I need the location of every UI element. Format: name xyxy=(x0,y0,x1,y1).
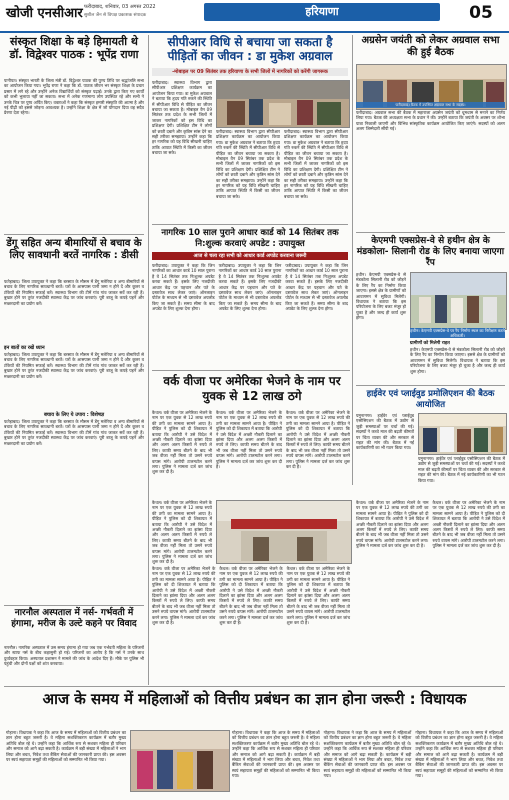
cpr-photo-image xyxy=(217,81,349,127)
publisher-line: सुशील जैन से विपक्ष प्रकाशक संपादक xyxy=(84,13,147,18)
agrasen-photo-caption: फरीदाबाद। बैठक में उपस्थित अग्रवाल सभा के सदस्य। xyxy=(356,102,505,108)
masthead xyxy=(0,0,509,33)
article-body-3: फरीदाबाद। उपायुक्त ने कहा कि जिन नागरिकों का आधार कार्ड 10 साल पुराना है वे 14 सितंबर तक निःशुल्क अपडेट करवा सकते हैं। इसके लिए नजदीकी आधार केंद्र पर पहचान और पते के दस्तावेज साथ लेकर जाएं। ऑनलाइन पोर्टल के माध्यम से भी दस्तावेज अपलोड किए जा सकते हैं। समय सीमा के बाद अपडेट के लिए शुल्क देना होगा। xyxy=(285,263,349,312)
headline: हाईवेर एवं प्लाईवुड प्रमोलिएशन की बैठक आयोजित xyxy=(366,389,495,410)
article-highway xyxy=(356,389,505,411)
article-nurse xyxy=(4,608,144,685)
subhead: इन बातों का रखें ध्यान xyxy=(4,345,45,351)
article-visa-headline-box xyxy=(152,374,352,406)
article-body-3: गोहाना। विधायक ने कहा कि आज के समय में महिलाओं को वित्तीय प्रबंधन का ज्ञान होना बहुत जरूरी है। वे महिला सशक्तिकरण कार्यक्रम में बतौर मुख्य अतिथि बोल रहे थे। उन्होंने कहा कि आर्थिक रूप से सशक्त महिला ही परिवार और समाज को आगे बढ़ा सकती है। कार्यक्रम में बड़ी संख्या में महिलाओं ने भाग लिया और बचत, निवेश तथा बैंकिंग सेवाओं की जानकारी प्राप्त की। इस अवसर पर स्वयं सहायता समूहों की महिलाओं को सम्मानित भी किया गया। xyxy=(415,730,504,779)
article-body: यमुनानगर। हाईवेर एवं प्लाईवुड एसोसिएशन की बैठक में उद्योग से जुड़ी समस्याओं पर चर्चा की गई। सदस्यों ने कच्चे माल की बढ़ती कीमतों पर चिंता व्यक्त की और सरकार से राहत की मांग की। बैठक में नई कार्यकारिणी का भी गठन किया गया। xyxy=(356,413,414,451)
article-agrasen xyxy=(356,35,505,61)
headline: केएमपी एक्सप्रेस-वे से हथीन क्षेत्र के मंडकोला- सिलानी रोड के लिए बनाया जाएगा रैंप xyxy=(356,236,505,268)
article-body: कैथल। वर्क वीजा पर अमेरिका भेजने के नाम पर एक युवक से 12 लाख रुपये की ठगी का मामला सामने आया है। पीड़ित ने पुलिस को दी शिकायत में बताया कि आरोपी ने उसे विदेश में अच्छी नौकरी दिलाने का झांसा दिया और अलग अलग किस्तों में रुपये ले लिए। काफी समय बीतने के बाद भी जब वीजा नहीं मिला तो उसने रुपये वापस मांगे। आरोपी टालमटोल करने लगा। पुलिस ने मामला दर्ज कर जांच शुरू कर दी है। xyxy=(356,500,429,549)
visa-photo-image xyxy=(217,501,351,563)
article-visa-body-col4 xyxy=(152,500,212,565)
article-cpr-body-col3 xyxy=(284,129,348,220)
article-kmp xyxy=(356,236,505,270)
headline: आज के समय में महिलाओं को वित्तीय प्रबंधन का ज्ञान होना जरूरी : विधायक xyxy=(42,690,467,708)
highway-photo xyxy=(418,413,507,455)
article-dengue xyxy=(4,238,144,509)
headline: अग्रसेन जयंती को लेकर अग्रवाल सभा की हुई बैठक xyxy=(361,35,500,58)
article-cpr xyxy=(152,35,348,76)
article-highway-body-col2 xyxy=(418,456,505,492)
article-visa-body-col2 xyxy=(216,410,282,498)
dateline: फरीदाबाद, शनिवार, 03 अगस्त 2022 xyxy=(84,4,156,10)
headline: सीपीआर विधि से बचाया जा सकता है पीड़ितों का जीवन : डा मुकेश अग्रवाल xyxy=(167,35,333,63)
article-kmp-body-col1 xyxy=(356,272,406,382)
women-photo-image xyxy=(131,731,229,791)
article-highway-body-col1 xyxy=(356,413,414,491)
women-photo xyxy=(130,730,230,792)
headline: वर्क वीजा पर अमेरिका भेजने के नाम पर युवक से 12 लाख ठगे xyxy=(163,374,341,403)
subhead-2: बचाव के लिए ये उपाय : विशेषज्ञ xyxy=(43,412,105,418)
article-body: फरीदाबाद। स्वास्थ्य विभाग द्वारा सीपीआर प्रशिक्षण कार्यक्रम का आयोजन किया गया। डा मुकेश अग्रवाल ने बताया कि हृदय गति रुकने की स्थिति में सीपीआर विधि से पीड़ित का जीवन बचाया जा सकता है। मोबाइल वैन 09 सितंबर तक प्रदेश के सभी जिलों में जाकर नागरिकों को इस विधि का प्रशिक्षण देगी। प्रशिक्षित टीम ने लोगों को छाती दबाने और कृत्रिम सांस देने का सही तरीका समझाया। उन्होंने कहा कि हर नागरिक को यह विधि सीखनी चाहिए ताकि आपात स्थिति में किसी का जीवन बचाया जा सके। xyxy=(216,129,280,199)
article-body: फतेहाबाद। जिला उपायुक्त ने कहा कि बरसात के मौसम में डेंगू मलेरिया व अन्य बीमारियों से बचाव के लिए नागरिक सावधानी बरतें। घरों के आसपास पानी जमा न होने दें और कूलर व टंकियों की नियमित सफाई करें। स्वास्थ्य विभाग की टीमें गांव गांव जाकर सर्वे कर रही हैं। बुखार होने पर तुरंत नजदीकी स्वास्थ्य केंद्र पर जांच करवाएं। पूरी बाजू के कपड़े पहनें और मच्छरदानी का प्रयोग करें। xyxy=(4,279,144,306)
article-body-2: गोहाना। विधायक ने कहा कि आज के समय में महिलाओं को वित्तीय प्रबंधन का ज्ञान होना बहुत जरूरी है। वे महिला सशक्तिकरण कार्यक्रम में बतौर मुख्य अतिथि बोल रहे थे। उन्होंने कहा कि आर्थिक रूप से सशक्त महिला ही परिवार और समाज को आगे बढ़ा सकती है। कार्यक्रम में बड़ी संख्या में महिलाओं ने भाग लिया और बचत, निवेश तथा बैंकिंग सेवाओं की जानकारी प्राप्त की। इस अवसर पर स्वयं सहायता समूहों की महिलाओं को सम्मानित भी किया गया। xyxy=(323,730,412,779)
headline: नागरिक 10 साल पुराने आधार कार्ड को 14 सितंबर तक नि:शुल्क करवाएं अपडेट : उपायुक्त xyxy=(161,228,339,249)
subhead: ग्रामीणों को मिलेगी राहत xyxy=(410,341,450,346)
article-body: हथीन। केएमपी एक्सप्रेस-वे से मंडकोला सिलानी रोड को जोड़ने के लिए रैंप का निर्माण किया जाएगा। इससे क्षेत्र के ग्रामीणों को आवागमन में सुविधा मिलेगी। विधायक ने बताया कि इस परियोजना के लिए बजट मंजूर हो चुका है और जल्द ही कार्य शुरू होगा। xyxy=(410,347,505,374)
article-body-2: फरीदाबाद। उपायुक्त ने कहा कि जिन नागरिकों का आधार कार्ड 10 साल पुराना है वे 14 सितंबर तक निःशुल्क अपडेट करवा सकते हैं। इसके लिए नजदीकी आधार केंद्र पर पहचान और पते के दस्तावेज साथ लेकर जाएं। ऑनलाइन पोर्टल के माध्यम से भी दस्तावेज अपलोड किए जा सकते हैं। समय सीमा के बाद अपडेट के लिए शुल्क देना होगा। xyxy=(218,263,282,312)
article-body-2: कैथल। वर्क वीजा पर अमेरिका भेजने के नाम पर एक युवक से 12 लाख रुपये की ठगी का मामला सामने आया है। पीड़ित ने पुलिस को दी शिकायत में बताया कि आरोपी ने उसे विदेश में अच्छी नौकरी दिलाने का झांसा दिया और अलग अलग किस्तों में रुपये ले लिए। काफी समय बीतने के बाद भी जब वीजा नहीं मिला तो उसने रुपये वापस मांगे। आरोपी टालमटोल करने लगा। पुलिस ने मामला दर्ज कर जांच शुरू कर दी है। xyxy=(219,566,283,626)
article-body: गोहाना। विधायक ने कहा कि आज के समय में महिलाओं को वित्तीय प्रबंधन का ज्ञान होना बहुत जरूरी है। वे महिला सशक्तिकरण कार्यक्रम में बतौर मुख्य अतिथि बोल रहे थे। उन्होंने कहा कि आर्थिक रूप से सशक्त महिला ही परिवार और समाज को आगे बढ़ा सकती है। कार्यक्रम में बड़ी संख्या में महिलाओं ने भाग लिया और बचत, निवेश तथा बैंकिंग सेवाओं की जानकारी प्राप्त की। इस अवसर पर स्वयं सहायता समूहों की महिलाओं को सम्मानित भी किया गया। xyxy=(6,730,126,763)
article-kmp-body-col2 xyxy=(410,341,505,383)
article-body: नारनौल। नागरिक अस्पताल में उस समय हंगामा हो गया जब एक गर्भवती महिला के परिजनों और स्टाफ नर्स के बीच कहासुनी हो गई। परिजनों का आरोप है कि नर्स ने उनके साथ दुर्व्यवहार किया। अस्पताल प्रशासन ने मामले की जांच के आदेश दिए हैं। मौके पर पुलिस भी पहुंची और दोनों पक्षों को शांत करवाया। xyxy=(4,645,144,667)
kmp-photo-image xyxy=(411,273,506,329)
article-body-2: फतेहाबाद। जिला उपायुक्त ने कहा कि बरसात के मौसम में डेंगू मलेरिया व अन्य बीमारियों से बचाव के लिए नागरिक सावधानी बरतें। घरों के आसपास पानी जमा न होने दें और कूलर व टंकियों की नियमित सफाई करें। स्वास्थ्य विभाग की टीमें गांव गांव जाकर सर्वे कर रही हैं। बुखार होने पर तुरंत नजदीकी स्वास्थ्य केंद्र पर जांच करवाएं। पूरी बाजू के कपड़े पहनें और मच्छरदानी का प्रयोग करें। xyxy=(4,352,144,379)
subhead-bar: आज से चला रहा सभी को आधार कार्ड अपडेट करवाना जरूरी xyxy=(152,252,348,260)
highway-photo-image xyxy=(419,414,506,454)
brand-logo: खोजी एनसीआर xyxy=(6,6,83,21)
article-body: कैथल। वर्क वीजा पर अमेरिका भेजने के नाम पर एक युवक से 12 लाख रुपये की ठगी का मामला सामने आया है। पीड़ित ने पुलिस को दी शिकायत में बताया कि आरोपी ने उसे विदेश में अच्छी नौकरी दिलाने का झांसा दिया और अलग अलग किस्तों में रुपये ले लिए। काफी समय बीतने के बाद भी जब वीजा नहीं मिला तो उसने रुपये वापस मांगे। आरोपी टालमटोल करने लगा। पुलिस ने मामला दर्ज कर जांच शुरू कर दी है। xyxy=(286,410,350,470)
article-sanskrit xyxy=(4,35,144,230)
article-body: कैथल। वर्क वीजा पर अमेरिका भेजने के नाम पर एक युवक से 12 लाख रुपये की ठगी का मामला सामने आया है। पीड़ित ने पुलिस को दी शिकायत में बताया कि आरोपी ने उसे विदेश में अच्छी नौकरी दिलाने का झांसा दिया और अलग अलग किस्तों में रुपये ले लिए। काफी समय बीतने के बाद भी जब वीजा नहीं मिला तो उसने रुपये वापस मांगे। आरोपी टालमटोल करने लगा। पुलिस ने मामला दर्ज कर जांच शुरू कर दी है। xyxy=(216,410,282,470)
visa-photo xyxy=(216,500,352,564)
kmp-photo xyxy=(410,272,507,330)
article-body: पानीपत। संस्कृत भारती के जिला मंत्री डॉ. विद्वेश्वर पाठक की पुण्य तिथि पर श्रद्धांजलि सभा का आयोजन किया गया। भूपेंद्र राणा ने कहा कि डॉ. पाठक जीवन भर संस्कृत शिक्षा के प्रचार प्रसार में लगे रहे और उन्होंने अनेक विद्यार्थियों को संस्कृत पढ़ाई। उनके द्वारा किए गए कार्यों को कभी भुलाया नहीं जा सकता। सभा में अनेक गणमान्य लोग उपस्थित रहे और सभी ने उनके चित्र पर पुष्प अर्पित किए। वक्ताओं ने कहा कि संस्कृत हमारी संस्कृति की आत्मा है और नई पीढ़ी को इससे जोड़ना आवश्यक है। उन्होंने शिक्षा के क्षेत्र में जो योगदान दिया वह सदैव प्रेरणा देता रहेगा। xyxy=(4,78,144,116)
headline: डेंगू सहित अन्य बीमारियों से बचाव के लिए सावधानी बरतें नागरिक : डीसी xyxy=(6,238,142,261)
cpr-photo xyxy=(216,80,350,128)
article-aadhaar xyxy=(152,228,348,373)
article-agrasen-body xyxy=(356,110,505,228)
article-visa-body-col3 xyxy=(286,410,350,498)
article-visa-body-col5 xyxy=(152,566,350,626)
article-women xyxy=(6,690,503,728)
article-cpr-body-col1 xyxy=(152,80,212,220)
article-body: गोहाना। विधायक ने कहा कि आज के समय में महिलाओं को वित्तीय प्रबंधन का ज्ञान होना बहुत जरूरी है। वे महिला सशक्तिकरण कार्यक्रम में बतौर मुख्य अतिथि बोल रहे थे। उन्होंने कहा कि आर्थिक रूप से सशक्त महिला ही परिवार और समाज को आगे बढ़ा सकती है। कार्यक्रम में बड़ी संख्या में महिलाओं ने भाग लिया और बचत, निवेश तथा बैंकिंग सेवाओं की जानकारी प्राप्त की। इस अवसर पर स्वयं सहायता समूहों की महिलाओं को सम्मानित भी किया गया। xyxy=(232,730,320,779)
article-visa-body-right xyxy=(356,500,505,616)
article-women-body-col1 xyxy=(6,730,126,796)
section-title: हरियाणा xyxy=(204,3,440,21)
headline: संस्कृत शिक्षा के बड़े हिमायती थे डॉ. विद्वेश्वर पाठक : भूपेंद्र राणा xyxy=(9,35,139,61)
article-body: फरीदाबाद। स्वास्थ्य विभाग द्वारा सीपीआर प्रशिक्षण कार्यक्रम का आयोजन किया गया। डा मुकेश अग्रवाल ने बताया कि हृदय गति रुकने की स्थिति में सीपीआर विधि से पीड़ित का जीवन बचाया जा सकता है। मोबाइल वैन 09 सितंबर तक प्रदेश के सभी जिलों में जाकर नागरिकों को इस विधि का प्रशिक्षण देगी। प्रशिक्षित टीम ने लोगों को छाती दबाने और कृत्रिम सांस देने का सही तरीका समझाया। उन्होंने कहा कि हर नागरिक को यह विधि सीखनी चाहिए ताकि आपात स्थिति में किसी का जीवन बचाया जा सके। xyxy=(152,80,212,156)
article-body: फरीदाबाद। स्वास्थ्य विभाग द्वारा सीपीआर प्रशिक्षण कार्यक्रम का आयोजन किया गया। डा मुकेश अग्रवाल ने बताया कि हृदय गति रुकने की स्थिति में सीपीआर विधि से पीड़ित का जीवन बचाया जा सकता है। मोबाइल वैन 09 सितंबर तक प्रदेश के सभी जिलों में जाकर नागरिकों को इस विधि का प्रशिक्षण देगी। प्रशिक्षित टीम ने लोगों को छाती दबाने और कृत्रिम सांस देने का सही तरीका समझाया। उन्होंने कहा कि हर नागरिक को यह विधि सीखनी चाहिए ताकि आपात स्थिति में किसी का जीवन बचाया जा सके। xyxy=(284,129,348,199)
article-body: यमुनानगर। हाईवेर एवं प्लाईवुड एसोसिएशन की बैठक में उद्योग से जुड़ी समस्याओं पर चर्चा की गई। सदस्यों ने कच्चे माल की बढ़ती कीमतों पर चिंता व्यक्त की और सरकार से राहत की मांग की। बैठक में नई कार्यकारिणी का भी गठन किया गया। xyxy=(418,456,505,483)
deck: -मोबाइल पर 09 सितंबर तक हरियाणा के सभी जिलों में नागरिकों को करेंगी जागरूक xyxy=(152,68,348,76)
article-body-3: कैथल। वर्क वीजा पर अमेरिका भेजने के नाम पर एक युवक से 12 लाख रुपये की ठगी का मामला सामने आया है। पीड़ित ने पुलिस को दी शिकायत में बताया कि आरोपी ने उसे विदेश में अच्छी नौकरी दिलाने का झांसा दिया और अलग अलग किस्तों में रुपये ले लिए। काफी समय बीतने के बाद भी जब वीजा नहीं मिला तो उसने रुपये वापस मांगे। आरोपी टालमटोल करने लगा। पुलिस ने मामला दर्ज कर जांच शुरू कर दी है। xyxy=(286,566,350,626)
article-body: हथीन। केएमपी एक्सप्रेस-वे से मंडकोला सिलानी रोड को जोड़ने के लिए रैंप का निर्माण किया जाएगा। इससे क्षेत्र के ग्रामीणों को आवागमन में सुविधा मिलेगी। विधायक ने बताया कि इस परियोजना के लिए बजट मंजूर हो चुका है और जल्द ही कार्य शुरू होगा। xyxy=(356,272,406,321)
article-body: कैथल। वर्क वीजा पर अमेरिका भेजने के नाम पर एक युवक से 12 लाख रुपये की ठगी का मामला सामने आया है। पीड़ित ने पुलिस को दी शिकायत में बताया कि आरोपी ने उसे विदेश में अच्छी नौकरी दिलाने का झांसा दिया और अलग अलग किस्तों में रुपये ले लिए। काफी समय बीतने के बाद भी जब वीजा नहीं मिला तो उसने रुपये वापस मांगे। आरोपी टालमटोल करने लगा। पुलिस ने मामला दर्ज कर जांच शुरू कर दी है। xyxy=(152,500,212,565)
article-body: फरीदाबाद। उपायुक्त ने कहा कि जिन नागरिकों का आधार कार्ड 10 साल पुराना है वे 14 सितंबर तक निःशुल्क अपडेट करवा सकते हैं। इसके लिए नजदीकी आधार केंद्र पर पहचान और पते के दस्तावेज साथ लेकर जाएं। ऑनलाइन पोर्टल के माध्यम से भी दस्तावेज अपलोड किए जा सकते हैं। समय सीमा के बाद अपडेट के लिए शुल्क देना होगा। xyxy=(152,263,215,312)
kmp-photo-caption: हथीन। केएमपी एक्सप्रेस-वे पर रैंप निर्माण स्थल का निरीक्षण करते अधिकारी। xyxy=(410,328,505,338)
article-body: कैथल। वर्क वीजा पर अमेरिका भेजने के नाम पर एक युवक से 12 लाख रुपये की ठगी का मामला सामने आया है। पीड़ित ने पुलिस को दी शिकायत में बताया कि आरोपी ने उसे विदेश में अच्छी नौकरी दिलाने का झांसा दिया और अलग अलग किस्तों में रुपये ले लिए। काफी समय बीतने के बाद भी जब वीजा नहीं मिला तो उसने रुपये वापस मांगे। आरोपी टालमटोल करने लगा। पुलिस ने मामला दर्ज कर जांच शुरू कर दी है। xyxy=(152,410,212,475)
page-number: 05 xyxy=(458,2,504,24)
article-body: कैथल। वर्क वीजा पर अमेरिका भेजने के नाम पर एक युवक से 12 लाख रुपये की ठगी का मामला सामने आया है। पीड़ित ने पुलिस को दी शिकायत में बताया कि आरोपी ने उसे विदेश में अच्छी नौकरी दिलाने का झांसा दिया और अलग अलग किस्तों में रुपये ले लिए। काफी समय बीतने के बाद भी जब वीजा नहीं मिला तो उसने रुपये वापस मांगे। आरोपी टालमटोल करने लगा। पुलिस ने मामला दर्ज कर जांच शुरू कर दी है। xyxy=(152,566,216,626)
article-body: फरीदाबाद। अग्रवाल सभा की बैठक में महाराजा अग्रसेन जयंती को धूमधाम से मनाने का निर्णय लिया गया। बैठक की अध्यक्षता सभा के प्रधान ने की। उन्होंने बताया कि जयंती के अवसर पर शोभा यात्रा निकाली जाएगी और विभिन्न सांस्कृतिक कार्यक्रम आयोजित किए जाएंगे। सदस्यों को अलग अलग जिम्मेदारी सौंपी गई। xyxy=(356,110,505,132)
article-cpr-body-col2 xyxy=(216,129,280,220)
article-body-2: कैथल। वर्क वीजा पर अमेरिका भेजने के नाम पर एक युवक से 12 लाख रुपये की ठगी का मामला सामने आया है। पीड़ित ने पुलिस को दी शिकायत में बताया कि आरोपी ने उसे विदेश में अच्छी नौकरी दिलाने का झांसा दिया और अलग अलग किस्तों में रुपये ले लिए। काफी समय बीतने के बाद भी जब वीजा नहीं मिला तो उसने रुपये वापस मांगे। आरोपी टालमटोल करने लगा। पुलिस ने मामला दर्ज कर जांच शुरू कर दी है। xyxy=(432,500,505,549)
article-visa-body-col1 xyxy=(152,410,212,498)
article-women-body-cols xyxy=(232,730,503,796)
article-body-3: फतेहाबाद। जिला उपायुक्त ने कहा कि बरसात के मौसम में डेंगू मलेरिया व अन्य बीमारियों से बचाव के लिए नागरिक सावधानी बरतें। घरों के आसपास पानी जमा न होने दें और कूलर व टंकियों की नियमित सफाई करें। स्वास्थ्य विभाग की टीमें गांव गांव जाकर सर्वे कर रही हैं। बुखार होने पर तुरंत नजदीकी स्वास्थ्य केंद्र पर जांच करवाएं। पूरी बाजू के कपड़े पहनें और मच्छरदानी का प्रयोग करें। xyxy=(4,419,144,446)
headline: नारनौल अस्पताल में नर्स- गर्भवती में हंगामा, मरीज के उल्टे कहने पर विवाद xyxy=(11,608,137,629)
